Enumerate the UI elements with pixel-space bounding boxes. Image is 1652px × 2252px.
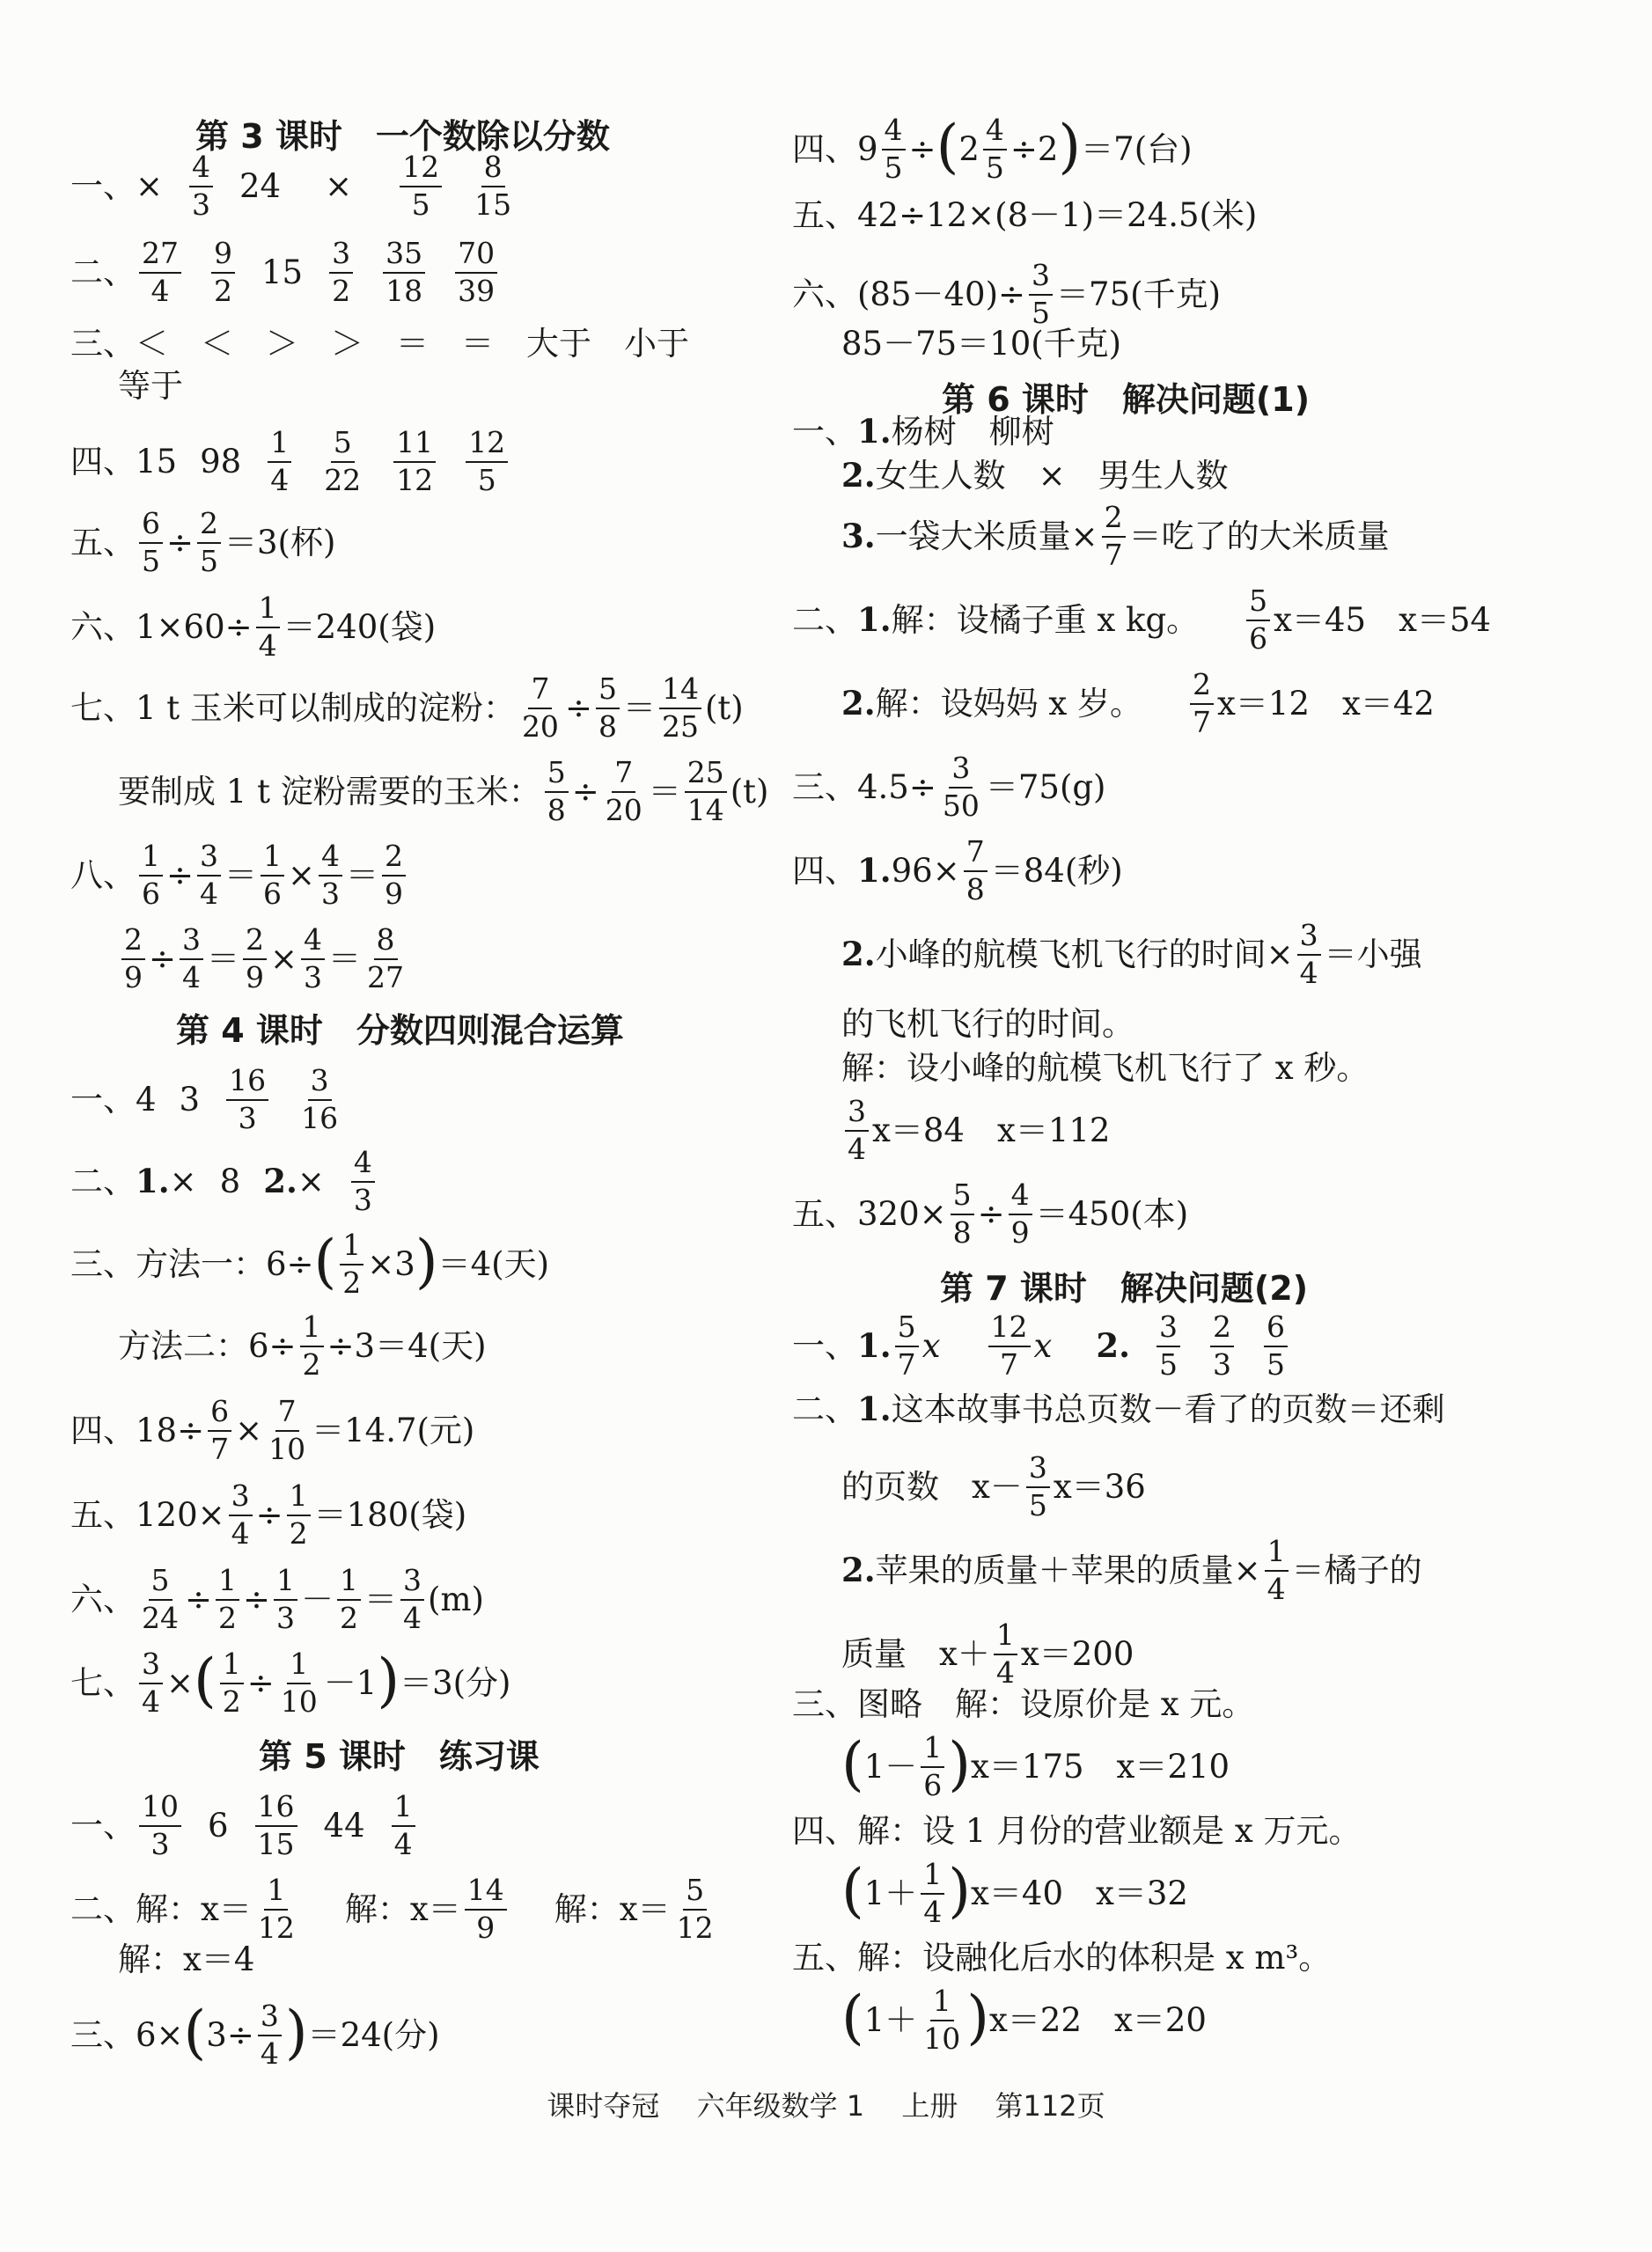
fraction: 1 4 [392, 1791, 415, 1861]
answer-row: 85－75＝10(千克) [841, 325, 1122, 363]
answer-row: 三、4.5÷ $\frac{3}{50}$ ＝75(g) [792, 751, 1106, 823]
answer-row: 一、 × 4 3 24 × 12 5 8 15 [70, 151, 518, 222]
answer-row: 四、 1. 96× $\frac{7}{8}$ ＝84(秒) [792, 834, 1123, 906]
answer-row: 六、(85－40)÷ $\frac{3}{5}$ ＝75(千克) [792, 258, 1221, 330]
answer-row: 2. 女生人数 × 男生人数 [841, 456, 1229, 495]
fraction: 3 5 [1026, 1452, 1050, 1522]
answer-row: $\frac{2}{9}$ ÷ $\frac{3}{4}$ ＝ $\frac{2}{9}$ × $\frac{4}{3}$ ＝ 8 27 [118, 924, 410, 994]
fraction: 4 3 [351, 1147, 375, 1217]
fraction: $\frac{1}{4}$ [256, 592, 280, 663]
fraction: $\frac{3}{50}$ [942, 751, 980, 823]
fraction: 5 12 [676, 1873, 714, 1945]
fraction: 3 16 [301, 1063, 339, 1135]
fraction: 16 3 [226, 1065, 268, 1135]
fraction: 25 14 [685, 757, 727, 827]
section-title-lesson-6: 第 6 课时 解决问题(1) [942, 380, 1311, 419]
fraction: $\frac{4}{5}$ [882, 114, 906, 185]
fraction: $\frac{5}{8}$ [545, 757, 569, 827]
answer-row: ( 1＋ 1 10 ) x＝22 x＝20 [841, 1984, 1207, 2056]
fraction: 3 4 [845, 1096, 869, 1166]
answer-row: 五、42÷12×(8－1)＝24.5(米) [792, 196, 1258, 234]
answer-row: 一、 10 3 6 16 15 44 1 4 [70, 1791, 419, 1861]
fraction: $\frac{2}{5}$ [197, 508, 221, 578]
fraction: $\frac{2}{7}$ [1102, 502, 1126, 572]
answer-row: ( 1－ 1 6 ) x＝175 x＝210 [841, 1730, 1230, 1802]
answer-row: 3. 一袋大米质量× $\frac{2}{7}$ ＝吃了的大米质量 [841, 500, 1390, 572]
fraction: 5 22 [324, 425, 362, 497]
fraction: 27 4 [139, 238, 181, 308]
fraction: 14 25 [659, 673, 701, 744]
fraction: 11 12 [393, 427, 436, 497]
answer-row: 五、320× $\frac{5}{8}$ ÷ $\frac{4}{9}$ ＝450(本) [792, 1177, 1189, 1250]
fraction: 1 4 [994, 1619, 1017, 1690]
fraction: $\frac{1}{2}$ [287, 1480, 311, 1551]
fraction: $\frac{1}{2}$ [340, 1229, 363, 1300]
fraction: 5 7 [895, 1311, 919, 1382]
section-title-lesson-5: 第 5 课时 练习课 [259, 1737, 540, 1776]
fraction: 1 2 [337, 1565, 361, 1635]
fraction: 2 3 [1210, 1311, 1234, 1382]
answer-row: 二、解：x＝ 1 12 解：x＝ 14 9 解：x＝ 5 12 [70, 1874, 720, 1945]
fraction: $\frac{3}{4}$ [180, 924, 203, 994]
answer-row: 的页数 x－ 3 5 x＝36 [841, 1450, 1146, 1522]
fraction: 3 4 [400, 1565, 424, 1635]
answer-row: 四、 15 98 1 4 5 22 11 12 12 5 [70, 427, 511, 497]
fraction: $\frac{3}{5}$ [1029, 260, 1053, 330]
answer-row: 三、方法一：6÷ ( $\frac{1}{2}$ ×3 ) ＝4(天) [70, 1228, 550, 1300]
fraction: $\frac{3}{4}$ [139, 1648, 163, 1719]
fraction: $\frac{7}{8}$ [964, 836, 988, 906]
section-title-lesson-7: 第 7 课时 解决问题(2) [940, 1269, 1309, 1308]
answer-row: 二、 1. × 8 2. × 4 3 [70, 1147, 378, 1217]
section-title-lesson-4: 第 4 课时 分数四则混合运算 [176, 1011, 624, 1050]
answer-row: 解：x＝4 [118, 1940, 255, 1978]
fraction: $\frac{6}{7}$ [208, 1396, 231, 1466]
fraction: 14 9 [465, 1874, 507, 1945]
answer-row: ( 1＋ 1 4 ) x＝40 x＝32 [841, 1857, 1188, 1929]
answer-row: 2. 小峰的航模飞机飞行的时间× $\frac{3}{4}$ ＝小强 [841, 918, 1422, 990]
fraction: 3 5 [1156, 1311, 1180, 1382]
fraction: 12 7 [988, 1311, 1031, 1382]
footer-page-number: 第112页 [995, 2089, 1105, 2123]
footer-brand: 课时夺冠 [547, 2089, 660, 2123]
answer-row: 七、1 t 玉米可以制成的淀粉： $\frac{7}{20}$ ÷ $\frac{5}{8}$ ＝ 14 25 (t) [70, 671, 744, 744]
fraction: $\frac{1}{6}$ [139, 840, 163, 911]
fraction: $\frac{5}{8}$ [596, 673, 620, 744]
fraction: $\frac{1}{2}$ [220, 1648, 244, 1719]
answer-row: 六、 $\frac{5}{24}$ ÷ $\frac{1}{2}$ ÷ $\frac{1}{3}$ － 1 2 ＝ 3 4 (m) [70, 1563, 484, 1635]
fraction: $\frac{7}{20}$ [605, 755, 642, 827]
fraction: $\frac{1}{2}$ [216, 1565, 239, 1635]
fraction: 16 15 [255, 1791, 297, 1861]
fraction: 35 18 [383, 238, 425, 308]
fraction: $\frac{1}{6}$ [261, 840, 284, 911]
fraction: 12 5 [400, 151, 442, 222]
fraction: 3 2 [329, 238, 353, 308]
fraction: $\frac{4}{3}$ [301, 924, 325, 994]
fraction: $\frac{4}{5}$ [983, 114, 1007, 185]
fraction: $\frac{1}{2}$ [300, 1311, 324, 1382]
answer-row: 三、＜ ＜ ＞ ＞ ＝ ＝ 大于 小于 [70, 325, 689, 363]
fraction: $\frac{2}{9}$ [243, 924, 267, 994]
answer-row: 五、 $\frac{6}{5}$ ÷ $\frac{2}{5}$ ＝3(杯) [70, 506, 336, 578]
footer-grade: 六年级数学 1 [696, 2089, 865, 2123]
fraction: 1 4 [921, 1859, 944, 1929]
fraction: $\frac{3}{4}$ [197, 840, 221, 911]
fraction: $\frac{4}{3}$ [319, 840, 342, 911]
fraction: $\frac{4}{9}$ [1009, 1179, 1032, 1250]
answer-row: 要制成 1 t 淀粉需要的玉米： $\frac{5}{8}$ ÷ $\frac{7}{20}$ ＝ 25 14 (t) [118, 755, 769, 827]
fraction: 2 7 [1190, 669, 1214, 739]
answer-row: 质量 x＋ 1 4 x＝200 [841, 1617, 1134, 1690]
fraction: 8 15 [474, 150, 512, 222]
fraction: $\frac{1}{10}$ [280, 1647, 318, 1719]
fraction: 1 4 [268, 427, 291, 497]
answer-row: 解：设小峰的航模飞机飞行了 x 秒。 [841, 1049, 1369, 1087]
answer-row: 2. 苹果的质量＋苹果的质量× $\frac{1}{4}$ ＝橘子的 [841, 1534, 1422, 1606]
answer-row: 等于 [118, 367, 183, 405]
fraction: 1 10 [923, 1984, 961, 2056]
fraction: $\frac{5}{24}$ [142, 1563, 179, 1635]
footer-volume: 上册 [901, 2089, 958, 2123]
answer-row: 六、1×60÷ $\frac{1}{4}$ ＝240(袋) [70, 591, 437, 663]
answer-row: 四、解：设 1 月份的营业额是 x 万元。 [792, 1812, 1362, 1850]
answer-row: 一、 1. 杨树 柳树 [792, 412, 1054, 451]
fraction: 1 12 [257, 1873, 295, 1945]
answer-row: 八、 $\frac{1}{6}$ ÷ $\frac{3}{4}$ ＝ $\frac{1}{6}$ × $\frac{4}{3}$ ＝ 2 9 [70, 840, 409, 911]
answer-row: 二、 1. 这本故事书总页数－看了的页数＝还剩 [792, 1390, 1445, 1428]
fraction: 2 9 [382, 840, 406, 911]
fraction: $\frac{2}{9}$ [121, 924, 145, 994]
fraction: 70 39 [455, 238, 497, 308]
answer-row: 四、9 $\frac{4}{5}$ ÷ ( 2 $\frac{4}{5}$ ÷2 ) ＝7(台) [792, 113, 1193, 185]
fraction: 8 27 [367, 922, 405, 994]
fraction: $\frac{3}{4}$ [1297, 920, 1321, 990]
fraction: $\frac{7}{10}$ [268, 1394, 306, 1466]
fraction: $\frac{3}{4}$ [258, 2000, 282, 2071]
fraction: 5 6 [1246, 585, 1270, 656]
fraction: $\frac{5}{8}$ [951, 1179, 974, 1250]
answer-row: 3 4 x＝84 x＝112 [841, 1096, 1110, 1166]
answer-row: 一、 1. 5 7 x 12 7 x 2. 3 5 2 3 6 5 [792, 1311, 1291, 1382]
fraction: 10 3 [139, 1791, 181, 1861]
fraction: $\frac{1}{4}$ [1265, 1536, 1289, 1606]
answer-row: 二、 1. 解：设橘子重 x kg。 5 6 x＝45 x＝54 [792, 583, 1492, 656]
fraction: 1 6 [921, 1732, 944, 1802]
answer-row: 三、图略 解：设原价是 x 元。 [792, 1685, 1255, 1723]
answer-row: 七、 $\frac{3}{4}$ × ( $\frac{1}{2}$ ÷ $\frac{1}{10}$ －1 ) ＝3(分) [70, 1647, 511, 1719]
answer-row: 三、6× ( 3÷ $\frac{3}{4}$ ) ＝24(分) [70, 1999, 440, 2071]
answer-row: 一、 4 3 16 3 3 16 [70, 1065, 344, 1135]
answer-row: 2. 解：设妈妈 x 岁。 2 7 x＝12 x＝42 [841, 667, 1435, 739]
page-footer [0, 2084, 1652, 2124]
answer-row: 五、120× $\frac{3}{4}$ ÷ $\frac{1}{2}$ ＝180(袋) [70, 1478, 467, 1551]
fraction: 4 3 [189, 151, 213, 222]
answer-row: 的飞机飞行的时间。 [841, 1005, 1134, 1043]
fraction: $\frac{7}{20}$ [521, 671, 559, 744]
answer-row: 方法二：6÷ $\frac{1}{2}$ ÷3＝4(天) [118, 1309, 487, 1382]
answer-row: 四、18÷ $\frac{6}{7}$ × $\frac{7}{10}$ ＝14.7(元) [70, 1394, 475, 1466]
section-title-lesson-3: 第 3 课时 一个数除以分数 [195, 117, 610, 156]
fraction: $\frac{6}{5}$ [139, 508, 163, 578]
answer-row: 五、解：设融化后水的体积是 x m³。 [792, 1939, 1332, 1977]
fraction: $\frac{3}{4}$ [229, 1480, 253, 1551]
fraction: 12 5 [466, 427, 508, 497]
answer-row: 二、 27 4 9 2 15 3 2 35 18 70 39 [70, 238, 501, 308]
fraction: 6 5 [1264, 1311, 1288, 1382]
fraction: 9 2 [211, 238, 235, 308]
fraction: $\frac{1}{3}$ [274, 1565, 297, 1635]
